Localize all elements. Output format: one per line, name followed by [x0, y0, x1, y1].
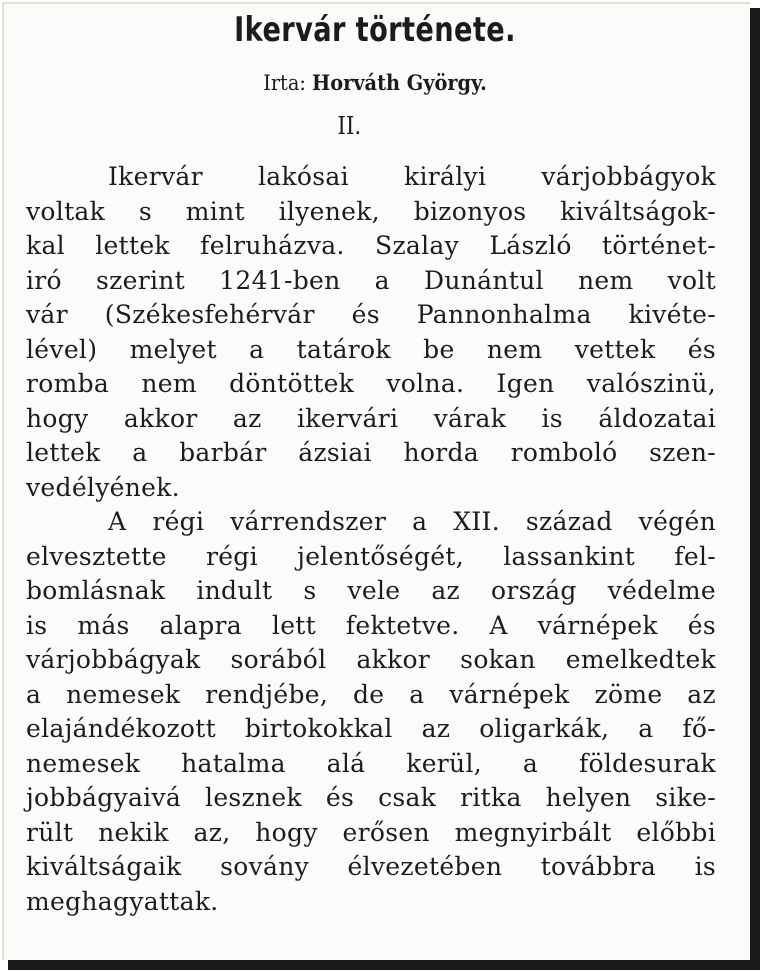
byline-prefix: Irta: — [263, 71, 306, 95]
text-line: vár (Székesfehérvár és Pannonhalma kivéte- — [26, 300, 716, 329]
frame-shadow-right — [750, 8, 760, 968]
text-line: iró szerint 1241-ben a Dunántul nem volt — [26, 265, 716, 295]
text-line: A régi várrendszer a XII. század végén — [108, 507, 716, 536]
text-line: jobbágyaivá lesznek és csak ritka helyen sike- — [26, 783, 716, 812]
text-line: elvesztette régi jelentőségét, lassankint fel- — [26, 541, 716, 571]
text-line: kiváltságaik sovány élvezetében továbbra is — [26, 852, 716, 881]
text-line: várjobbágyak sorából akkor sokan emelkedtek — [26, 645, 716, 674]
text-line: nemesek hatalma alá kerül, a földesurak — [26, 748, 716, 778]
text-line: Ikervár lakósai királyi várjobbágyok — [108, 162, 716, 191]
part-numeral: II. — [337, 112, 362, 140]
text-line: elajándékozott birtokokkal az oligarkák, a fő- — [26, 714, 716, 743]
text-line: kal lettek felruházva. Szalay László történet- — [26, 231, 716, 260]
article-body — [26, 160, 716, 919]
text-line: lettek a barbár ázsiai horda romboló szen- — [26, 438, 716, 467]
article-byline — [30, 70, 720, 95]
text-line: hogy akkor az ikervári várak is áldozatai — [26, 403, 716, 433]
frame-shadow-bottom — [8, 960, 760, 970]
text-line: bomlásnak indult s vele az ország védelme — [26, 576, 716, 605]
text-line: meghagyattak. — [26, 886, 219, 916]
text-line: is más alapra lett fektetve. A várnépek és — [26, 610, 716, 640]
text-line: a nemesek rendjébe, de a várnépek zöme az — [26, 679, 716, 709]
article-title: Ikervár története. — [234, 10, 516, 50]
byline-author: Horváth György. — [312, 70, 487, 95]
text-line: voltak s mint ilyenek, bizonyos kiváltságok- — [26, 196, 716, 226]
text-line: vedélyének. — [26, 472, 180, 502]
text-line: rült nekik az, hogy erősen megnyirbált előbbi — [26, 817, 716, 847]
text-line: lével) melyet a tatárok be nem vettek és — [26, 334, 716, 364]
text-line: romba nem döntöttek volna. Igen valószinü, — [26, 369, 716, 398]
